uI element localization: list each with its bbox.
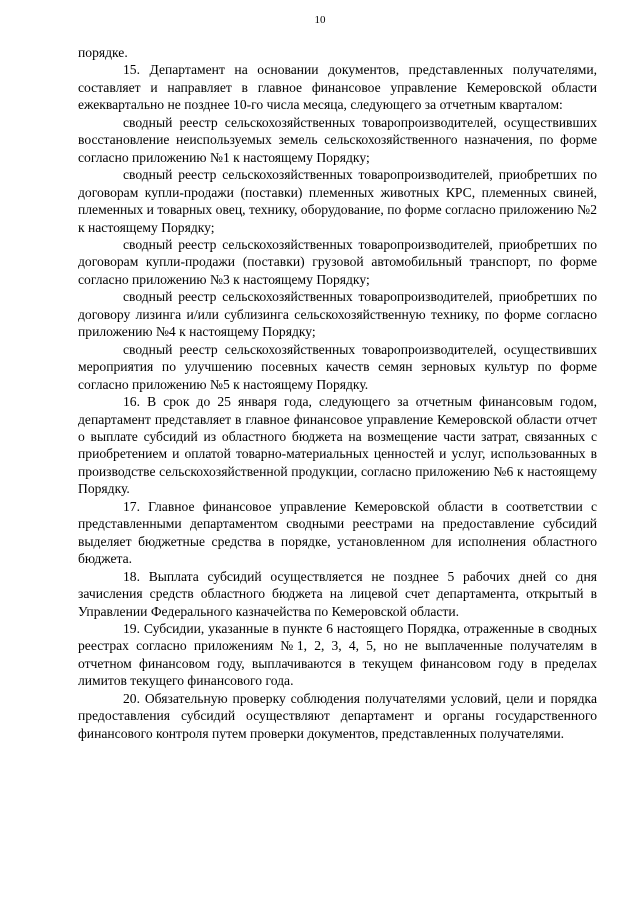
paragraph-item-20: 20. Обязательную проверку соблюдения получателями условий, цели и порядка предоставления субсидий осуществляют департамент и органы государственного финансового контроля путем проверки документов, представленных получателями. (78, 690, 597, 741)
paragraph-continuation: порядке. (78, 45, 128, 60)
paragraph-registry-1: сводный реестр сельскохозяйственных товаропроизводителей, осуществивших восстановление неиспользуемых земель сельскохозяйственного назначения, по форме согласно приложению №1 к настоящему Порядку; (78, 114, 597, 165)
paragraph-item-16: 16. В срок до 25 января года, следующего за отчетным финансовым годом, департамент представляет в главное финансовое управление Кемеровской области отчет о выплате субсидий из областного бюджета на возмещение части затрат, связанных с приобретением и оплатой товарно-материальных ценностей и услуг, использованных в производстве сельскохозяйственной продукции, согласно приложению №6 к настоящему Порядку. (78, 394, 597, 497)
document-body (78, 44, 597, 742)
paragraph-item-18: 18. Выплата субсидий осуществляется не позднее 5 рабочих дней со дня зачисления средств областного бюджета на лицевой счет департамента, открытый в Управлении Федерального казначейства по Кемеровской области. (78, 568, 597, 619)
paragraph-item-15: 15. Департамент на основании документов, представленных получателями, составляет и направляет в главное финансовое управление Кемеровской области ежеквартально не позднее 10-го числа месяца, следующего за отчетным кварталом: (78, 62, 597, 113)
paragraph-registry-4: сводный реестр сельскохозяйственных товаропроизводителей, приобретших по договору лизинга и/или сублизинга сельскохозяйственную технику, по форме согласно приложению №4 к настоящему Порядку; (78, 289, 597, 340)
paragraph-registry-5: сводный реестр сельскохозяйственных товаропроизводителей, осуществивших мероприятия по улучшению посевных качеств семян зерновых культур по форме согласно приложению №5 к настоящему Порядку. (78, 341, 597, 392)
paragraph-item-19: 19. Субсидии, указанные в пункте 6 настоящего Порядка, отраженные в сводных реестрах согласно приложениям №1, 2, 3, 4, 5, но не выплаченные получателям в отчетном финансовом году, выплачиваются в текущем финансовом году в пределах лимитов текущего финансового года. (78, 620, 597, 689)
paragraph-registry-3: сводный реестр сельскохозяйственных товаропроизводителей, приобретших по договорам купли-продажи (поставки) грузовой автомобильный транспорт, по форме согласно приложению №3 к настоящему Порядку; (78, 236, 597, 287)
paragraph-item-17: 17. Главное финансовое управление Кемеровской области в соответствии с представленными департаментом сводными реестрами на предоставление субсидий выделяет бюджетные средства в порядке, установленном для исполнения областного бюджета. (78, 498, 597, 567)
paragraph-registry-2: сводный реестр сельскохозяйственных товаропроизводителей, приобретших по договорам купли-продажи (поставки) племенных животных КРС, племенных свиней, племенных и товарных овец, технику, оборудование, по форме согласно приложению №2 к настоящему Порядку; (78, 167, 597, 235)
page-number: 10 (314, 14, 326, 26)
